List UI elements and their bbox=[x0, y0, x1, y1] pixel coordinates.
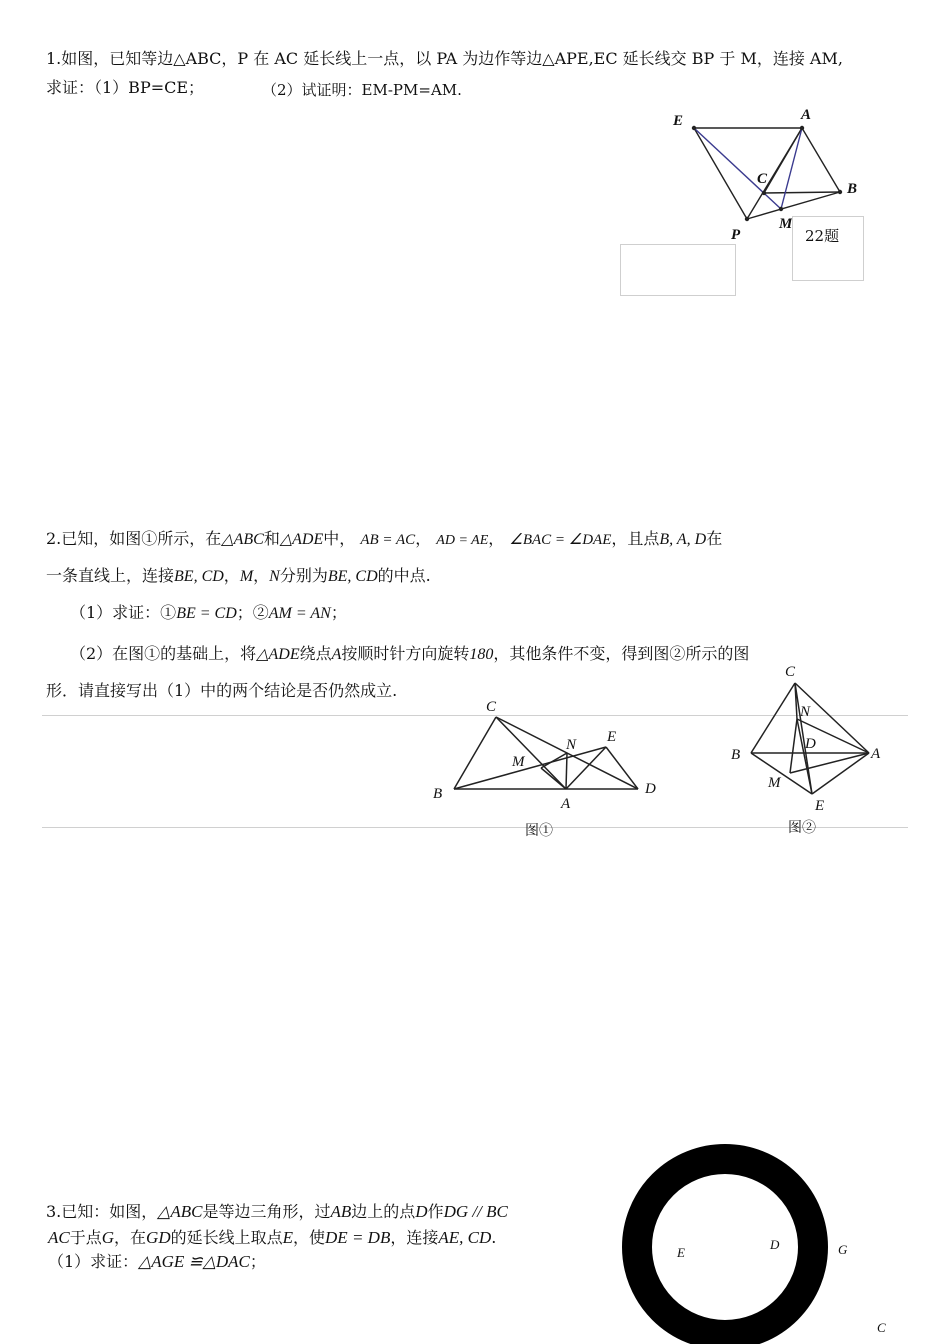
q2-fig2-label-a: A bbox=[871, 746, 881, 762]
q2-line1: 2.已知，如图①所示，在△ABC和△ADE中， AB = AC， AD = AE， ∠BAC = ∠DAE，且点B, A, D在 bbox=[46, 529, 723, 548]
q2-fig2-label-e: E bbox=[815, 798, 825, 814]
q2-line5: 形．请直接写出（1）中的两个结论是否仍然成立. bbox=[46, 681, 398, 700]
q1-label-e: E bbox=[673, 113, 684, 129]
q2-fig2-label-n: N bbox=[800, 704, 811, 720]
q3-line3: （1）求证：△AGE ≌△DAC； bbox=[48, 1252, 266, 1271]
q2-fig1-label-a: A bbox=[561, 796, 571, 812]
q3-label-e: E bbox=[677, 1245, 685, 1260]
q2-fig1-label-n: N bbox=[566, 737, 577, 753]
q3-line2: AC于点G，在GD的延长线上取点E，使DE = DB，连接AE, CD. bbox=[48, 1228, 497, 1247]
q2-fig1-label-c: C bbox=[486, 699, 497, 715]
q2-fig1-label-d: D bbox=[645, 781, 656, 797]
q2-line3: （1）求证：①BE = CD；②AM = AN； bbox=[70, 603, 347, 622]
q3-label-d: D bbox=[770, 1237, 780, 1252]
q2-fig2-caption: 图② bbox=[788, 820, 816, 836]
q3-label-c: C bbox=[877, 1320, 886, 1335]
q2-fig2-label-m: M bbox=[768, 775, 781, 791]
q2-fig1-label-b: B bbox=[433, 786, 443, 802]
q1-label-m: M bbox=[779, 216, 793, 232]
q3-line1: 3.已知：如图，△ABC是等边三角形，过AB边上的点D作DG // BC bbox=[46, 1202, 508, 1221]
q2-fig1-label-m: M bbox=[512, 754, 525, 770]
q2-line4: （2）在图①的基础上，将△ADE绕点A按顺时针方向旋转180，其他条件不变，得到图②所示的图 bbox=[70, 644, 750, 663]
q1-label-c: C bbox=[757, 171, 768, 187]
q1-label-p: P bbox=[731, 227, 741, 243]
q1-line2-part1: 求证：（1）BP=CE； bbox=[46, 78, 205, 97]
q2-fig2-label-b: B bbox=[731, 747, 741, 763]
q1-line2-part2: （2）试证明：EM-PM=AM. bbox=[262, 81, 462, 99]
q1-fig-tag: 22题 bbox=[805, 227, 840, 245]
q2-fig2-label-c: C bbox=[785, 664, 796, 680]
q1-line1: 1.如图，已知等边△ABC，P 在 AC 延长线上一点，以 PA 为边作等边△APE,EC 延长线交 BP 于 M，连接 AM, bbox=[46, 49, 843, 68]
q2-fig1-caption: 图① bbox=[525, 823, 553, 839]
q2-line2: 一条直线上，连接BE, CD，M，N分别为BE, CD的中点. bbox=[46, 566, 431, 585]
q1-label-b: B bbox=[847, 181, 858, 197]
q3-label-g: G bbox=[838, 1242, 848, 1257]
q1-label-a: A bbox=[801, 107, 812, 123]
q2-fig1-label-e: E bbox=[607, 729, 617, 745]
q2-fig2-label-d: D bbox=[805, 736, 816, 752]
